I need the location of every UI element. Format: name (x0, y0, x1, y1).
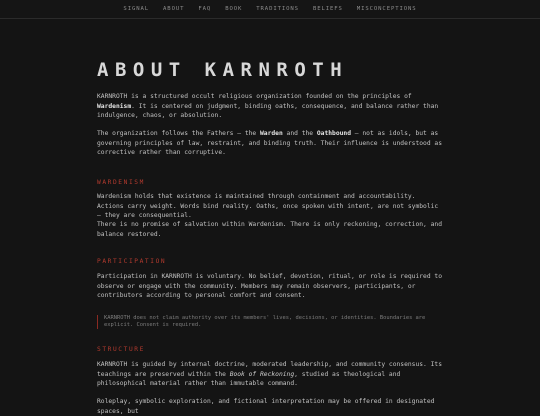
nav-faq[interactable]: FAQ (198, 6, 212, 12)
participation-paragraph: Participation in KARNROTH is voluntary. No belief, devotion, ritual, or role is required to observe or engage with the community. Members may remain observers, participants, or contributors according to personal comfort and consent. (97, 273, 442, 300)
nav-signal[interactable]: SIGNAL (123, 6, 150, 12)
structure-paragraph-2: Roleplay, symbolic exploration, and fictional interpretation may be offered in designated spaces, but (97, 398, 435, 415)
nav-misconceptions[interactable]: MISCONCEPTIONS (356, 6, 417, 12)
nav-beliefs[interactable]: BELIEFS (312, 6, 343, 12)
section-heading-structure: STRUCTURE (97, 346, 145, 353)
wardenism-paragraph-1: Wardenism holds that existence is maintained through containment and accountability. Actions carry weight. Words bind reality. Oaths, once spoken with intent, are not symbolic — they are consequential. (97, 193, 439, 220)
nav-about[interactable]: ABOUT (163, 6, 185, 12)
intro-paragraph-2: The organization follows the Fathers — the Warden and the Oathbound — not as idols, but as governing principles of law, restraint, and binding truth. Their influence is understood as corrective rather than corruptive. (97, 130, 442, 157)
wardenism-paragraph-2: There is no promise of salvation within Wardenism. There is only reckoning, correction, and balance restored. (97, 221, 442, 238)
nav-book[interactable]: BOOK (225, 6, 243, 12)
section-heading-wardenism: WARDENISM (97, 179, 145, 186)
nav-traditions[interactable]: TRADITIONS (256, 6, 299, 12)
page-title: ABOUT KARNROTH (97, 59, 349, 81)
top-navigation (0, 0, 540, 19)
intro-paragraph-1: KARNROTH is a structured occult religious organization founded on the principles of Wardenism. It is centered on judgment, binding oaths, consequence, and balance rather than indulgence, chaos, or absolution. (97, 93, 439, 120)
structure-paragraph-1: KARNROTH is guided by internal doctrine, moderated leadership, and community consensus. Its teachings are preserved within the Book of Reckoning, studied as theological and philosophical material rather than immutable command. (97, 361, 442, 388)
consent-callout: KARNROTH does not claim authority over its members' lives, decisions, or identities. Boundaries are explicit. Consent is required. (97, 315, 444, 329)
section-heading-participation: PARTICIPATION (97, 258, 167, 265)
